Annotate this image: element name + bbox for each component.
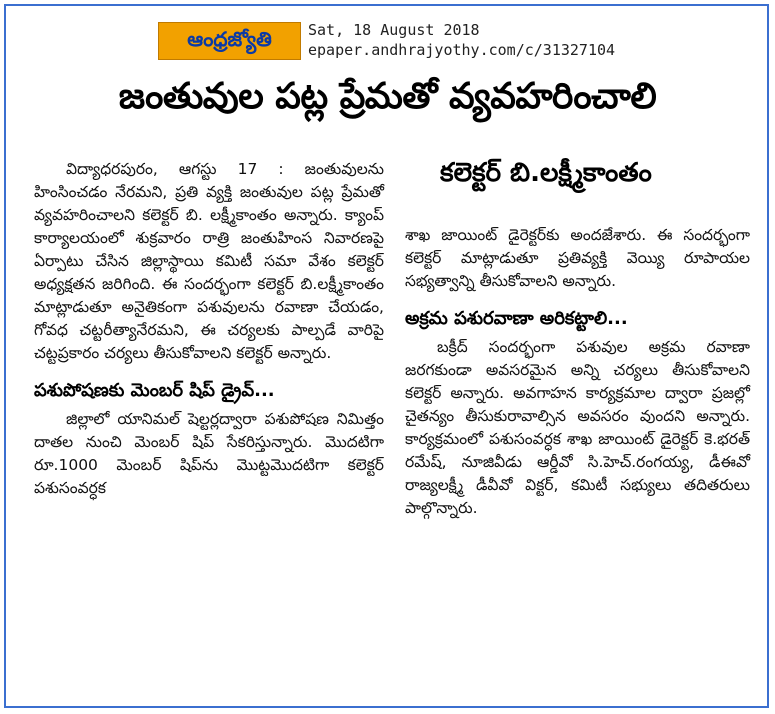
left-paragraph-2: జిల్లాలో యానిమల్ షెల్టర్లద్వారా పశుపోషణ నిమిత్తం దాతల నుంచి మెంబర్ షిప్ సేకరిస్తున్నారు. మొదటిగా రూ.1000 మెంబర్ షిప్‌ను మొట్టమొదటిగా కలెక్టర్ పశుసంవర్ధక	[34, 410, 384, 497]
masthead-meta	[308, 20, 615, 60]
right-paragraph-1: శాఖ జాయింట్ డైరెక్టర్‌కు అందజేశారు. ఈ సందర్భంగా కలెక్టర్ మాట్లాడుతూ ప్రతివ్యక్తి వెయ్యి రూపాయల సభ్యత్వాన్ని తీసుకోవాలని అన్నారు.	[405, 226, 750, 290]
left-paragraph-1: విద్యాధరపురం, ఆగస్టు 17 : జంతువులను హింసించడం నేరమని, ప్రతి వ్యక్తి జంతువుల పట్ల ప్రేమతో వ్యవహరించాలని కలెక్టర్ బి. లక్ష్మీకాంతం అన్నారు. క్యాంప్ కార్యాలయంలో శుక్రవారం రాత్రి జంతుహింస నివారణపై ఏర్పాటు చేసిన జిల్లాస్థాయి కమిటీ సమా వేశం కలెక్టర్ అధ్యక్షతన జరిగింది. ఈ సందర్భంగా కలెక్టర్ బి.లక్ష్మీకాంతం మాట్లాడుతూ అనైతికంగా పశువులను రవాణా చేయడం, గోవధ చట్టరీత్యానేరమని, ఈ చర్యలకు పాల్పడే వారిపై చట్టప్రకారం చర్యలు తీసుకోవాలని కలెక్టర్ అన్నారు.	[34, 160, 384, 362]
article-headline: జంతువుల పట్ల ప్రేమతో వ్యవహరించాలి	[118, 76, 657, 117]
right-column	[405, 224, 750, 520]
epaper-url: epaper.andhrajyothy.com/c/31327104	[308, 41, 616, 59]
subheading-membership: పశుపోషణకు మెంబర్ షిప్ డ్రైవ్...	[34, 380, 275, 401]
newspaper-logo	[158, 22, 301, 60]
logo-text: ఆంధ్రజ్యోతి	[187, 26, 272, 51]
left-column	[34, 158, 384, 500]
subheading-illegal-transport: అక్రమ పశురవాణా అరికట్టాలి...	[405, 308, 628, 329]
publication-date: Sat, 18 August 2018	[308, 21, 480, 39]
right-paragraph-2: బక్రీద్ సందర్భంగా పశువుల అక్రమ రవాణా జరగకుండా అవసరమైన అన్ని చర్యలు తీసుకోవాలని కలెక్టర్ అన్నారు. అవగాహన కార్యక్రమాల ద్వారా ప్రజల్లో చైతన్యం తీసుకురావాల్సిన అవసరం వుందని అన్నారు. కార్యక్రమంలో పశుసంవర్ధక శాఖ జాయింట్ డైరెక్టర్ కె.భరత్ రమేష్, నూజివీడు ఆర్డీవో సి.హెచ్.రంగయ్య, డీఈవో రాజ్యలక్ష్మీ డీవీవో విక్టర్, కమిటీ సభ్యులు తదితరులు పాల్గొన్నారు.	[405, 338, 750, 517]
article-byline: కలెక్టర్ బి.లక్ష్మీకాంతం	[440, 158, 652, 188]
